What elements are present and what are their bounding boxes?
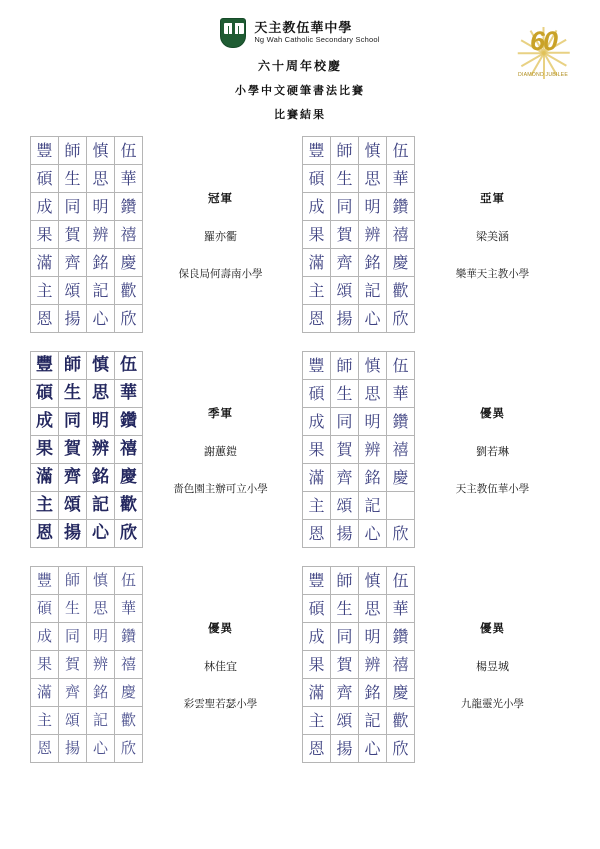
grid-cell: 齊 <box>331 464 359 492</box>
grid-row <box>303 221 415 249</box>
grid-cell: 恩 <box>303 735 331 763</box>
grid-cell: 鑽 <box>115 623 143 651</box>
grid-cell: 歡 <box>387 707 415 735</box>
grid-cell: 慎 <box>87 567 115 595</box>
grid-cell: 頌 <box>331 707 359 735</box>
grid-cell: 揚 <box>331 735 359 763</box>
grid-cell: 同 <box>59 193 87 221</box>
grid-cell: 同 <box>331 193 359 221</box>
grid-cell: 心 <box>87 305 115 333</box>
award-entry <box>302 136 570 333</box>
grid-cell: 生 <box>59 165 87 193</box>
grid-cell: 揚 <box>59 520 87 548</box>
award-winner-name: 羅亦衢 <box>204 230 237 243</box>
grid-cell: 銘 <box>87 464 115 492</box>
anniversary-number: 60 <box>529 26 557 56</box>
grid-cell: 師 <box>59 137 87 165</box>
grid-cell: 恩 <box>31 735 59 763</box>
grid-cell: 賀 <box>331 221 359 249</box>
grid-row <box>303 277 415 305</box>
grid-cell: 記 <box>359 492 387 520</box>
grid-cell: 果 <box>303 221 331 249</box>
award-winner-school: 彩雲聖若瑟小學 <box>183 697 258 710</box>
grid-cell: 碩 <box>31 595 59 623</box>
grid-cell: 記 <box>87 707 115 735</box>
grid-cell: 慶 <box>115 464 143 492</box>
grid-cell: 果 <box>303 651 331 679</box>
grid-row <box>303 520 415 548</box>
school-name-block <box>254 21 379 45</box>
grid-cell: 主 <box>303 492 331 520</box>
anniversary-caption: DIAMOND JUBILEE <box>518 71 568 78</box>
grid-row <box>31 221 143 249</box>
grid-cell: 生 <box>331 165 359 193</box>
grid-cell: 慎 <box>359 352 387 380</box>
grid-cell: 禧 <box>387 651 415 679</box>
award-winner-school: 天主教伍華小學 <box>455 482 530 495</box>
grid-cell: 辨 <box>359 436 387 464</box>
grid-cell: 生 <box>59 380 87 408</box>
grid-row <box>303 492 415 520</box>
grid-cell: 華 <box>387 165 415 193</box>
award-winner-name: 梁美涵 <box>476 230 509 243</box>
grid-row <box>31 623 143 651</box>
grid-cell: 碩 <box>303 165 331 193</box>
grid-cell: 同 <box>59 623 87 651</box>
grid-cell: 歡 <box>387 277 415 305</box>
grid-cell: 記 <box>87 277 115 305</box>
grid-cell: 慶 <box>387 249 415 277</box>
award-winner-name: 劉若琳 <box>476 445 509 458</box>
award-meta <box>415 566 570 709</box>
award-rank: 優異 <box>208 623 233 635</box>
grid-cell: 齊 <box>331 249 359 277</box>
grid-cell: 生 <box>59 595 87 623</box>
grid-cell: 歡 <box>115 707 143 735</box>
grid-cell: 慶 <box>115 679 143 707</box>
award-entry <box>30 566 298 763</box>
grid-cell: 思 <box>87 380 115 408</box>
grid-cell: 心 <box>87 735 115 763</box>
award-rank: 亞軍 <box>480 193 505 205</box>
grid-cell: 賀 <box>331 436 359 464</box>
grid-cell: 伍 <box>115 352 143 380</box>
grid-cell: 明 <box>359 408 387 436</box>
grid-cell: 滿 <box>303 464 331 492</box>
calligraphy-grid <box>30 136 143 333</box>
grid-cell: 鑽 <box>115 193 143 221</box>
event-title-anniversary: 六十周年校慶 <box>257 59 342 73</box>
grid-cell: 果 <box>31 651 59 679</box>
award-row <box>30 566 570 763</box>
grid-cell: 師 <box>59 352 87 380</box>
grid-cell: 齊 <box>59 679 87 707</box>
grid-cell: 禧 <box>115 436 143 464</box>
grid-cell: 成 <box>303 408 331 436</box>
grid-cell: 伍 <box>115 567 143 595</box>
grid-cell: 主 <box>31 492 59 520</box>
grid-row <box>31 651 143 679</box>
grid-cell: 慎 <box>359 567 387 595</box>
grid-cell: 滿 <box>303 679 331 707</box>
grid-cell: 辨 <box>359 651 387 679</box>
award-winner-school: 嗇色園主辦可立小學 <box>173 482 268 495</box>
grid-cell: 明 <box>359 623 387 651</box>
school-identity <box>0 18 600 48</box>
grid-cell: 滿 <box>31 679 59 707</box>
grid-cell: 豐 <box>31 137 59 165</box>
grid-row <box>303 165 415 193</box>
grid-row <box>31 567 143 595</box>
grid-cell: 成 <box>31 623 59 651</box>
grid-row <box>303 436 415 464</box>
grid-cell: 思 <box>359 595 387 623</box>
award-meta <box>415 351 570 494</box>
grid-cell: 思 <box>87 595 115 623</box>
award-meta <box>415 136 570 279</box>
award-entry <box>302 566 570 763</box>
grid-cell: 禧 <box>115 221 143 249</box>
grid-row <box>303 464 415 492</box>
grid-cell: 心 <box>359 520 387 548</box>
grid-cell: 慶 <box>387 679 415 707</box>
grid-cell: 慎 <box>359 137 387 165</box>
grid-cell: 滿 <box>31 249 59 277</box>
award-winner-name: 楊昱城 <box>476 660 509 673</box>
grid-cell: 頌 <box>59 707 87 735</box>
grid-cell: 賀 <box>59 651 87 679</box>
grid-row <box>31 193 143 221</box>
grid-cell: 銘 <box>359 249 387 277</box>
grid-cell: 明 <box>87 623 115 651</box>
grid-row <box>303 735 415 763</box>
grid-cell: 銘 <box>87 679 115 707</box>
grid-cell: 欣 <box>387 520 415 548</box>
anniversary-logo <box>514 24 572 82</box>
grid-cell: 明 <box>87 193 115 221</box>
grid-cell: 記 <box>87 492 115 520</box>
grid-cell: 師 <box>331 567 359 595</box>
grid-row <box>303 193 415 221</box>
grid-row <box>303 623 415 651</box>
grid-cell: 華 <box>387 595 415 623</box>
grid-cell: 揚 <box>331 305 359 333</box>
grid-cell: 辨 <box>87 221 115 249</box>
grid-cell: 滿 <box>303 249 331 277</box>
grid-cell: 碩 <box>303 380 331 408</box>
grid-cell: 恩 <box>303 305 331 333</box>
grid-cell: 齊 <box>331 679 359 707</box>
grid-cell: 生 <box>331 380 359 408</box>
grid-cell: 同 <box>331 408 359 436</box>
grid-row <box>303 679 415 707</box>
grid-row <box>303 595 415 623</box>
grid-cell: 恩 <box>31 305 59 333</box>
grid-cell: 欣 <box>387 735 415 763</box>
grid-row <box>31 520 143 548</box>
event-title-competition: 小學中文硬筆書法比賽 <box>235 85 365 97</box>
grid-cell: 成 <box>31 193 59 221</box>
grid-cell: 恩 <box>303 520 331 548</box>
grid-cell: 頌 <box>59 277 87 305</box>
grid-row <box>31 137 143 165</box>
grid-row <box>303 305 415 333</box>
grid-cell: 欣 <box>387 305 415 333</box>
school-name-chinese: 天主教伍華中學 <box>254 20 353 36</box>
grid-cell: 歡 <box>115 277 143 305</box>
award-winner-name: 林佳宜 <box>204 660 237 673</box>
grid-cell: 欣 <box>115 735 143 763</box>
grid-cell: 揚 <box>59 305 87 333</box>
grid-row <box>31 679 143 707</box>
grid-cell: 師 <box>331 137 359 165</box>
grid-cell: 華 <box>115 595 143 623</box>
grid-cell: 成 <box>303 623 331 651</box>
calligraphy-grid <box>302 136 415 333</box>
grid-cell: 記 <box>359 707 387 735</box>
grid-cell: 銘 <box>359 464 387 492</box>
grid-cell: 辨 <box>359 221 387 249</box>
grid-row <box>31 595 143 623</box>
grid-cell: 頌 <box>331 277 359 305</box>
grid-cell: 禧 <box>387 436 415 464</box>
grid-row <box>31 277 143 305</box>
grid-cell: 鑽 <box>115 408 143 436</box>
grid-cell: 伍 <box>387 352 415 380</box>
grid-cell: 鑽 <box>387 408 415 436</box>
grid-cell: 主 <box>303 707 331 735</box>
award-meta <box>143 136 298 279</box>
grid-cell: 慶 <box>115 249 143 277</box>
grid-row <box>303 707 415 735</box>
grid-cell: 果 <box>31 221 59 249</box>
award-entry <box>30 351 298 548</box>
grid-row <box>31 165 143 193</box>
grid-cell: 慎 <box>87 352 115 380</box>
grid-cell: 禧 <box>115 651 143 679</box>
award-winner-school: 保良局何壽南小學 <box>178 267 263 280</box>
grid-row <box>31 380 143 408</box>
grid-row <box>303 567 415 595</box>
grid-cell: 鑽 <box>387 193 415 221</box>
grid-cell: 果 <box>303 436 331 464</box>
grid-cell: 滿 <box>31 464 59 492</box>
grid-cell: 齊 <box>59 249 87 277</box>
award-rank: 優異 <box>480 623 505 635</box>
grid-cell: 揚 <box>331 520 359 548</box>
grid-row <box>303 137 415 165</box>
grid-row <box>31 735 143 763</box>
calligraphy-grid <box>302 351 415 548</box>
award-winner-school: 九龍靈光小學 <box>461 697 524 710</box>
grid-cell: 師 <box>59 567 87 595</box>
grid-cell: 揚 <box>59 735 87 763</box>
grid-cell: 同 <box>59 408 87 436</box>
grid-cell: 欣 <box>115 520 143 548</box>
grid-cell: 伍 <box>387 567 415 595</box>
grid-cell: 思 <box>359 165 387 193</box>
grid-cell: 主 <box>303 277 331 305</box>
grid-cell: 華 <box>115 165 143 193</box>
calligraphy-grid <box>302 566 415 763</box>
grid-cell: 豐 <box>303 567 331 595</box>
grid-cell: 碩 <box>31 380 59 408</box>
grid-cell: 辨 <box>87 651 115 679</box>
grid-cell: 禧 <box>387 221 415 249</box>
grid-cell: 銘 <box>359 679 387 707</box>
grid-cell: 生 <box>331 595 359 623</box>
grid-cell: 豐 <box>303 352 331 380</box>
award-entry <box>30 136 298 333</box>
grid-cell: 思 <box>359 380 387 408</box>
award-rank: 優異 <box>480 408 505 420</box>
award-entry <box>302 351 570 548</box>
grid-cell: 記 <box>359 277 387 305</box>
grid-row <box>31 408 143 436</box>
grid-cell: 慶 <box>387 464 415 492</box>
grid-cell: 賀 <box>59 436 87 464</box>
grid-cell: 成 <box>303 193 331 221</box>
event-title-results: 比賽結果 <box>274 109 326 121</box>
award-rank: 季軍 <box>208 408 233 420</box>
grid-row <box>31 492 143 520</box>
grid-cell: 主 <box>31 277 59 305</box>
grid-cell: 華 <box>387 380 415 408</box>
award-rank: 冠軍 <box>208 193 233 205</box>
grid-row <box>303 651 415 679</box>
award-row <box>30 351 570 548</box>
grid-row <box>303 352 415 380</box>
grid-cell: 伍 <box>387 137 415 165</box>
grid-cell: 欣 <box>115 305 143 333</box>
calligraphy-grid <box>30 351 143 548</box>
grid-row <box>31 249 143 277</box>
award-winner-school: 樂華天主教小學 <box>455 267 530 280</box>
grid-cell: 頌 <box>331 492 359 520</box>
award-meta <box>143 351 298 494</box>
grid-cell: 心 <box>359 735 387 763</box>
award-row <box>30 136 570 333</box>
award-winner-name: 謝蕙鎧 <box>204 445 237 458</box>
grid-cell: 伍 <box>115 137 143 165</box>
grid-row <box>31 707 143 735</box>
grid-cell: 銘 <box>87 249 115 277</box>
grid-row <box>303 380 415 408</box>
grid-row <box>303 408 415 436</box>
grid-row <box>31 436 143 464</box>
award-meta <box>143 566 298 709</box>
grid-cell: 果 <box>31 436 59 464</box>
grid-cell: 恩 <box>31 520 59 548</box>
grid-cell: 主 <box>31 707 59 735</box>
grid-cell: 心 <box>359 305 387 333</box>
grid-cell: 成 <box>31 408 59 436</box>
grid-cell: 豐 <box>303 137 331 165</box>
grid-row <box>31 352 143 380</box>
grid-cell: 豐 <box>31 567 59 595</box>
grid-row <box>31 305 143 333</box>
grid-cell: 思 <box>87 165 115 193</box>
document-header <box>0 0 600 122</box>
grid-cell: 心 <box>87 520 115 548</box>
awards-container <box>0 136 600 763</box>
grid-cell <box>387 492 415 520</box>
grid-cell: 鑽 <box>387 623 415 651</box>
grid-row <box>31 464 143 492</box>
grid-row <box>303 249 415 277</box>
grid-cell: 同 <box>331 623 359 651</box>
grid-cell: 歡 <box>115 492 143 520</box>
grid-cell: 辨 <box>87 436 115 464</box>
grid-cell: 明 <box>359 193 387 221</box>
school-crest-icon <box>220 18 246 48</box>
grid-cell: 明 <box>87 408 115 436</box>
grid-cell: 華 <box>115 380 143 408</box>
school-name-english: Ng Wah Catholic Secondary School <box>254 35 380 45</box>
grid-cell: 慎 <box>87 137 115 165</box>
grid-cell: 碩 <box>303 595 331 623</box>
grid-cell: 賀 <box>59 221 87 249</box>
calligraphy-grid <box>30 566 143 763</box>
grid-cell: 頌 <box>59 492 87 520</box>
grid-cell: 碩 <box>31 165 59 193</box>
grid-cell: 豐 <box>31 352 59 380</box>
grid-cell: 賀 <box>331 651 359 679</box>
grid-cell: 齊 <box>59 464 87 492</box>
grid-cell: 師 <box>331 352 359 380</box>
